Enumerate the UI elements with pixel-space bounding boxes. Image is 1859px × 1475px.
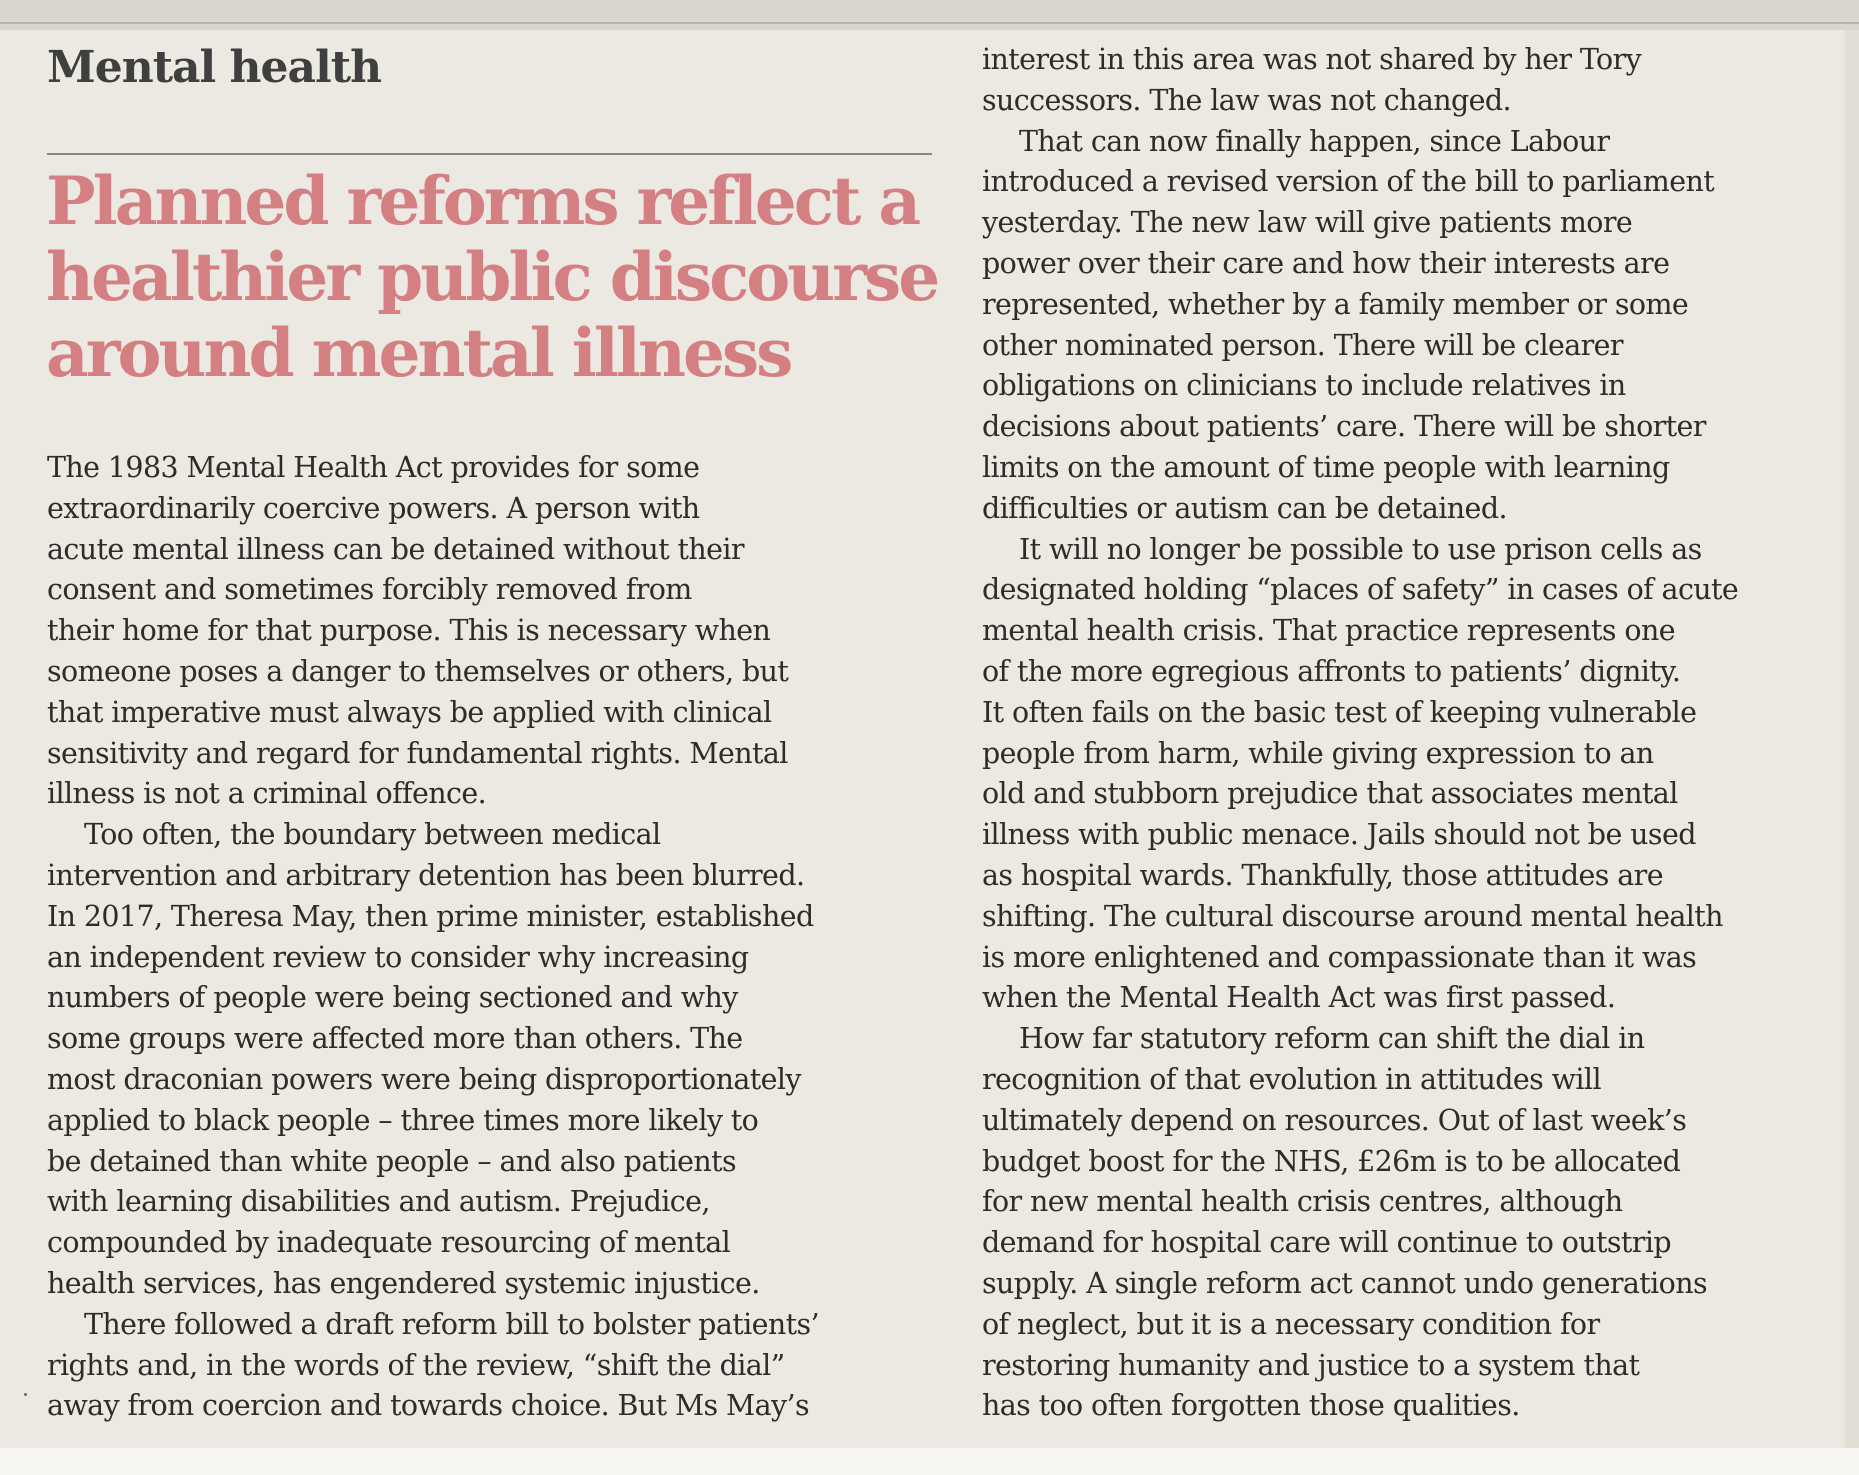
body-line: There followed a draft reform bill to bolster patients’ [84, 1307, 819, 1341]
body-line: numbers of people were being sectioned and why [47, 981, 738, 1015]
body-line: compounded by inadequate resourcing of mental [47, 1226, 731, 1260]
section-kicker: Mental health [47, 42, 382, 93]
body-line: most draconian powers were being disproportionately [47, 1062, 801, 1096]
body-line: ultimately depend on resources. Out of last week’s [982, 1103, 1687, 1137]
body-line: In 2017, Theresa May, then prime minister, established [47, 899, 814, 933]
body-line: some groups were affected more than others. The [47, 1022, 743, 1056]
body-line: old and stubborn prejudice that associates mental [982, 777, 1678, 811]
body-line: demand for hospital care will continue to outstrip [982, 1226, 1671, 1260]
body-line: of the more egregious affronts to patients’ dignity. [982, 654, 1681, 688]
body-line: acute mental illness can be detained without their [47, 532, 744, 566]
body-line: someone poses a danger to themselves or others, but [47, 654, 789, 688]
body-line: It often fails on the basic test of keeping vulnerable [982, 695, 1697, 729]
body-line: illness with public menace. Jails should not be used [982, 818, 1696, 852]
body-line: that imperative must always be applied with clinical [47, 695, 772, 729]
body-line: away from coercion and towards choice. But Ms May’s [47, 1389, 809, 1423]
body-line: That can now finally happen, since Labour [1019, 124, 1610, 158]
body-line: The 1983 Mental Health Act provides for some [47, 451, 700, 484]
headline-line: around mental illness [46, 314, 791, 392]
body-line: introduced a revised version of the bill to parliament [982, 165, 1715, 199]
body-column-right [982, 40, 1832, 1427]
body-line: intervention and arbitrary detention has been blurred. [47, 858, 805, 892]
headline-line: Planned reforms reflect a [46, 162, 919, 240]
body-line: decisions about patients’ care. There will be shorter [982, 410, 1706, 444]
adjacent-page-bleed [1845, 30, 1859, 1450]
body-line: limits on the amount of time people with learning [982, 450, 1670, 484]
body-line: designated holding “places of safety” in cases of acute [982, 573, 1739, 607]
body-line: when the Mental Health Act was first passed. [982, 981, 1616, 1015]
body-line: for new mental health crisis centres, although [982, 1185, 1623, 1219]
body-line: interest in this area was not shared by her Tory [982, 43, 1642, 76]
body-line: an independent review to consider why increasing [47, 940, 749, 974]
body-line: sensitivity and regard for fundamental rights. Mental [47, 736, 788, 770]
body-line: restoring humanity and justice to a system that [982, 1348, 1640, 1382]
body-line: has too often forgotten those qualities. [982, 1389, 1520, 1423]
body-line: illness is not a criminal offence. [47, 777, 487, 811]
body-line: How far statutory reform can shift the dial in [1019, 1022, 1645, 1056]
bottom-margin [0, 1448, 1859, 1475]
body-line: mental health crisis. That practice represents one [982, 614, 1675, 648]
body-line: yesterday. The new law will give patients more [982, 206, 1633, 240]
body-line: Too often, the boundary between medical [84, 818, 661, 852]
body-line: recognition of that evolution in attitudes will [982, 1062, 1601, 1096]
body-line: successors. The law was not changed. [982, 83, 1511, 117]
body-line: their home for that purpose. This is necessary when [47, 614, 771, 648]
body-line: rights and, in the words of the review, “shift the dial” [47, 1348, 785, 1382]
body-line: difficulties or autism can be detained. [982, 491, 1507, 525]
body-line: budget boost for the NHS, £26m is to be allocated [982, 1144, 1681, 1178]
body-line: of neglect, but it is a necessary condition for [982, 1307, 1600, 1341]
body-line: It will no longer be possible to use prison cells as [1019, 532, 1702, 566]
headline-line: healthier public discourse [46, 238, 938, 316]
body-line: represented, whether by a family member or some [982, 287, 1689, 321]
print-speck [24, 1393, 27, 1396]
body-line: applied to black people – three times more likely to [47, 1103, 759, 1137]
body-line: other nominated person. There will be clearer [982, 328, 1623, 362]
body-line: is more enlightened and compassionate than it was [982, 940, 1697, 974]
article-headline [46, 163, 946, 391]
body-line: extraordinarily coercive powers. A person with [47, 491, 700, 525]
body-line: consent and sometimes forcibly removed from [47, 573, 692, 607]
kicker-rule [47, 153, 932, 155]
body-line: with learning disabilities and autism. Prejudice, [47, 1185, 710, 1219]
top-edge-line [0, 22, 1859, 24]
body-line: supply. A single reform act cannot undo generations [982, 1266, 1707, 1300]
torn-top-edge [0, 0, 1859, 30]
body-line: power over their care and how their interests are [982, 246, 1670, 280]
body-column-left [47, 448, 947, 1427]
body-line: people from harm, while giving expression to an [982, 736, 1654, 770]
body-line: health services, has engendered systemic injustice. [47, 1266, 760, 1300]
body-line: be detained than white people – and also patients [47, 1144, 736, 1178]
body-line: shifting. The cultural discourse around mental health [982, 899, 1723, 933]
body-line: as hospital wards. Thankfully, those attitudes are [982, 858, 1663, 892]
body-line: obligations on clinicians to include relatives in [982, 369, 1626, 403]
